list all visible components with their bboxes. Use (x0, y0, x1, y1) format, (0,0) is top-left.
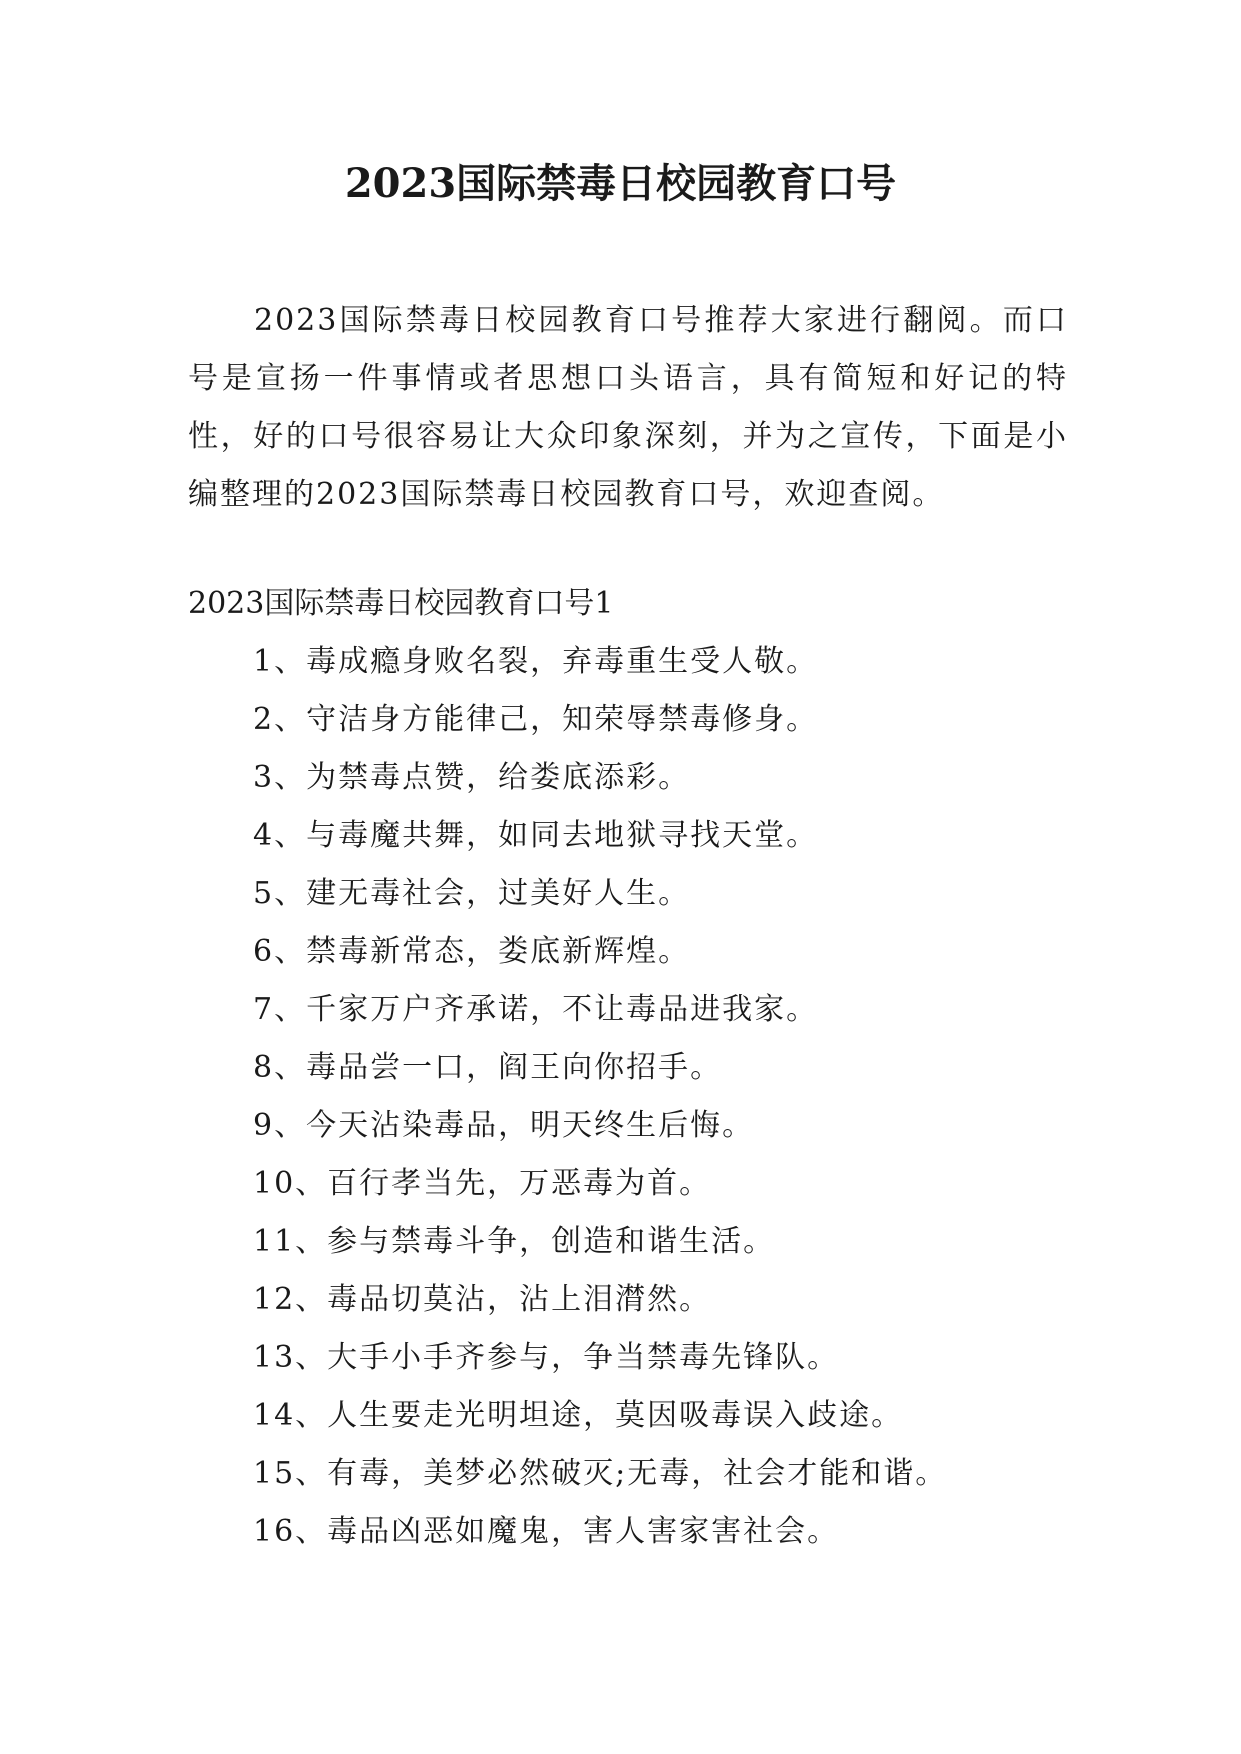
slogan-item: 8、毒品尝一口，阎王向你招手。 (253, 1050, 723, 1085)
slogan-item: 7、千家万户齐承诺，不让毒品进我家。 (253, 992, 819, 1027)
intro-paragraph: 2023国际禁毒日校园教育口号推荐大家进行翻阅。而口号是宣扬一件事情或者思想口头语言，具有简短和好记的特性，好的口号很容易让大众印象深刻，并为之宣传，下面是小编整理的2023国际禁毒日校园教育口号，欢迎查阅。 (188, 303, 1068, 512)
slogan-item: 14、人生要走光明坦途，莫因吸毒误入歧途。 (253, 1398, 904, 1433)
slogan-item: 1、毒成瘾身败名裂，弃毒重生受人敬。 (253, 644, 819, 679)
slogan-item: 6、禁毒新常态，娄底新辉煌。 (253, 934, 691, 969)
slogan-item: 3、为禁毒点赞，给娄底添彩。 (253, 760, 691, 795)
slogan-item: 15、有毒，美梦必然破灭;无毒，社会才能和谐。 (253, 1456, 948, 1491)
slogan-item: 4、与毒魔共舞，如同去地狱寻找天堂。 (253, 818, 819, 853)
slogan-item: 12、毒品切莫沾，沾上泪潸然。 (253, 1282, 712, 1317)
section-heading: 2023国际禁毒日校园教育口号1 (188, 586, 614, 621)
slogan-item: 9、今天沾染毒品，明天终生后悔。 (253, 1108, 755, 1143)
slogan-item: 5、建无毒社会，过美好人生。 (253, 876, 691, 911)
slogan-item: 13、大手小手齐参与，争当禁毒先锋队。 (253, 1340, 840, 1375)
slogan-item: 10、百行孝当先，万恶毒为首。 (253, 1166, 712, 1201)
document-title: 2023国际禁毒日校园教育口号 (344, 160, 897, 207)
slogan-item: 2、守洁身方能律己，知荣辱禁毒修身。 (253, 702, 819, 737)
slogan-item: 16、毒品凶恶如魔鬼，害人害家害社会。 (253, 1514, 840, 1549)
slogan-item: 11、参与禁毒斗争，创造和谐生活。 (253, 1224, 776, 1259)
slogan-list (253, 642, 947, 1570)
